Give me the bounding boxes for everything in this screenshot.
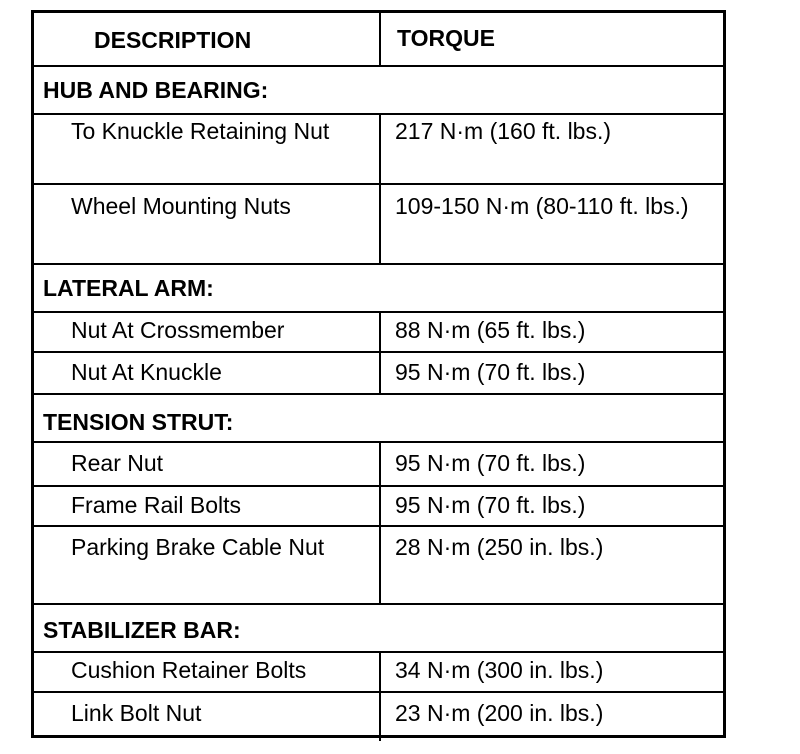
section-title-stabilizer-bar: STABILIZER BAR: (43, 617, 241, 643)
row-divider (34, 393, 723, 395)
table-row-description: Frame Rail Bolts (71, 492, 241, 518)
section-title-hub-and-bearing: HUB AND BEARING: (43, 77, 269, 103)
description-column-header: DESCRIPTION (94, 27, 252, 53)
table-row-description: Rear Nut (71, 450, 164, 476)
column-divider (379, 311, 381, 395)
table-row-torque: 23 N·m (200 in. lbs.) (395, 700, 604, 726)
column-divider (379, 113, 381, 265)
table-row-torque: 95 N·m (70 ft. lbs.) (395, 450, 586, 476)
table-row-description: Wheel Mounting Nuts (71, 193, 291, 219)
table-row-torque: 88 N·m (65 ft. lbs.) (395, 317, 586, 343)
column-divider (379, 651, 381, 741)
table-row-description: Parking Brake Cable Nut (71, 534, 325, 560)
row-divider (34, 603, 723, 605)
table-row-description: Link Bolt Nut (71, 700, 202, 726)
row-divider (34, 263, 723, 265)
column-divider (379, 13, 381, 65)
table-row-description: Nut At Knuckle (71, 359, 222, 385)
table-row-torque: 34 N·m (300 in. lbs.) (395, 657, 604, 683)
section-title-tension-strut: TENSION STRUT: (43, 409, 234, 435)
table-row-torque: 95 N·m (70 ft. lbs.) (395, 492, 586, 518)
table-row-description: Nut At Crossmember (71, 317, 285, 343)
table-row-torque: 28 N·m (250 in. lbs.) (395, 534, 604, 560)
table-row-description: To Knuckle Retaining Nut (71, 118, 330, 144)
table-row-torque: 109-150 N·m (80-110 ft. lbs.) (395, 193, 689, 219)
section-title-lateral-arm: LATERAL ARM: (43, 275, 214, 301)
torque-column-header: TORQUE (397, 25, 495, 51)
table-row-description: Cushion Retainer Bolts (71, 657, 307, 683)
table-row-torque: 95 N·m (70 ft. lbs.) (395, 359, 586, 385)
table-row-torque: 217 N·m (160 ft. lbs.) (395, 118, 612, 144)
torque-specification-table (31, 10, 726, 738)
column-divider (379, 441, 381, 605)
